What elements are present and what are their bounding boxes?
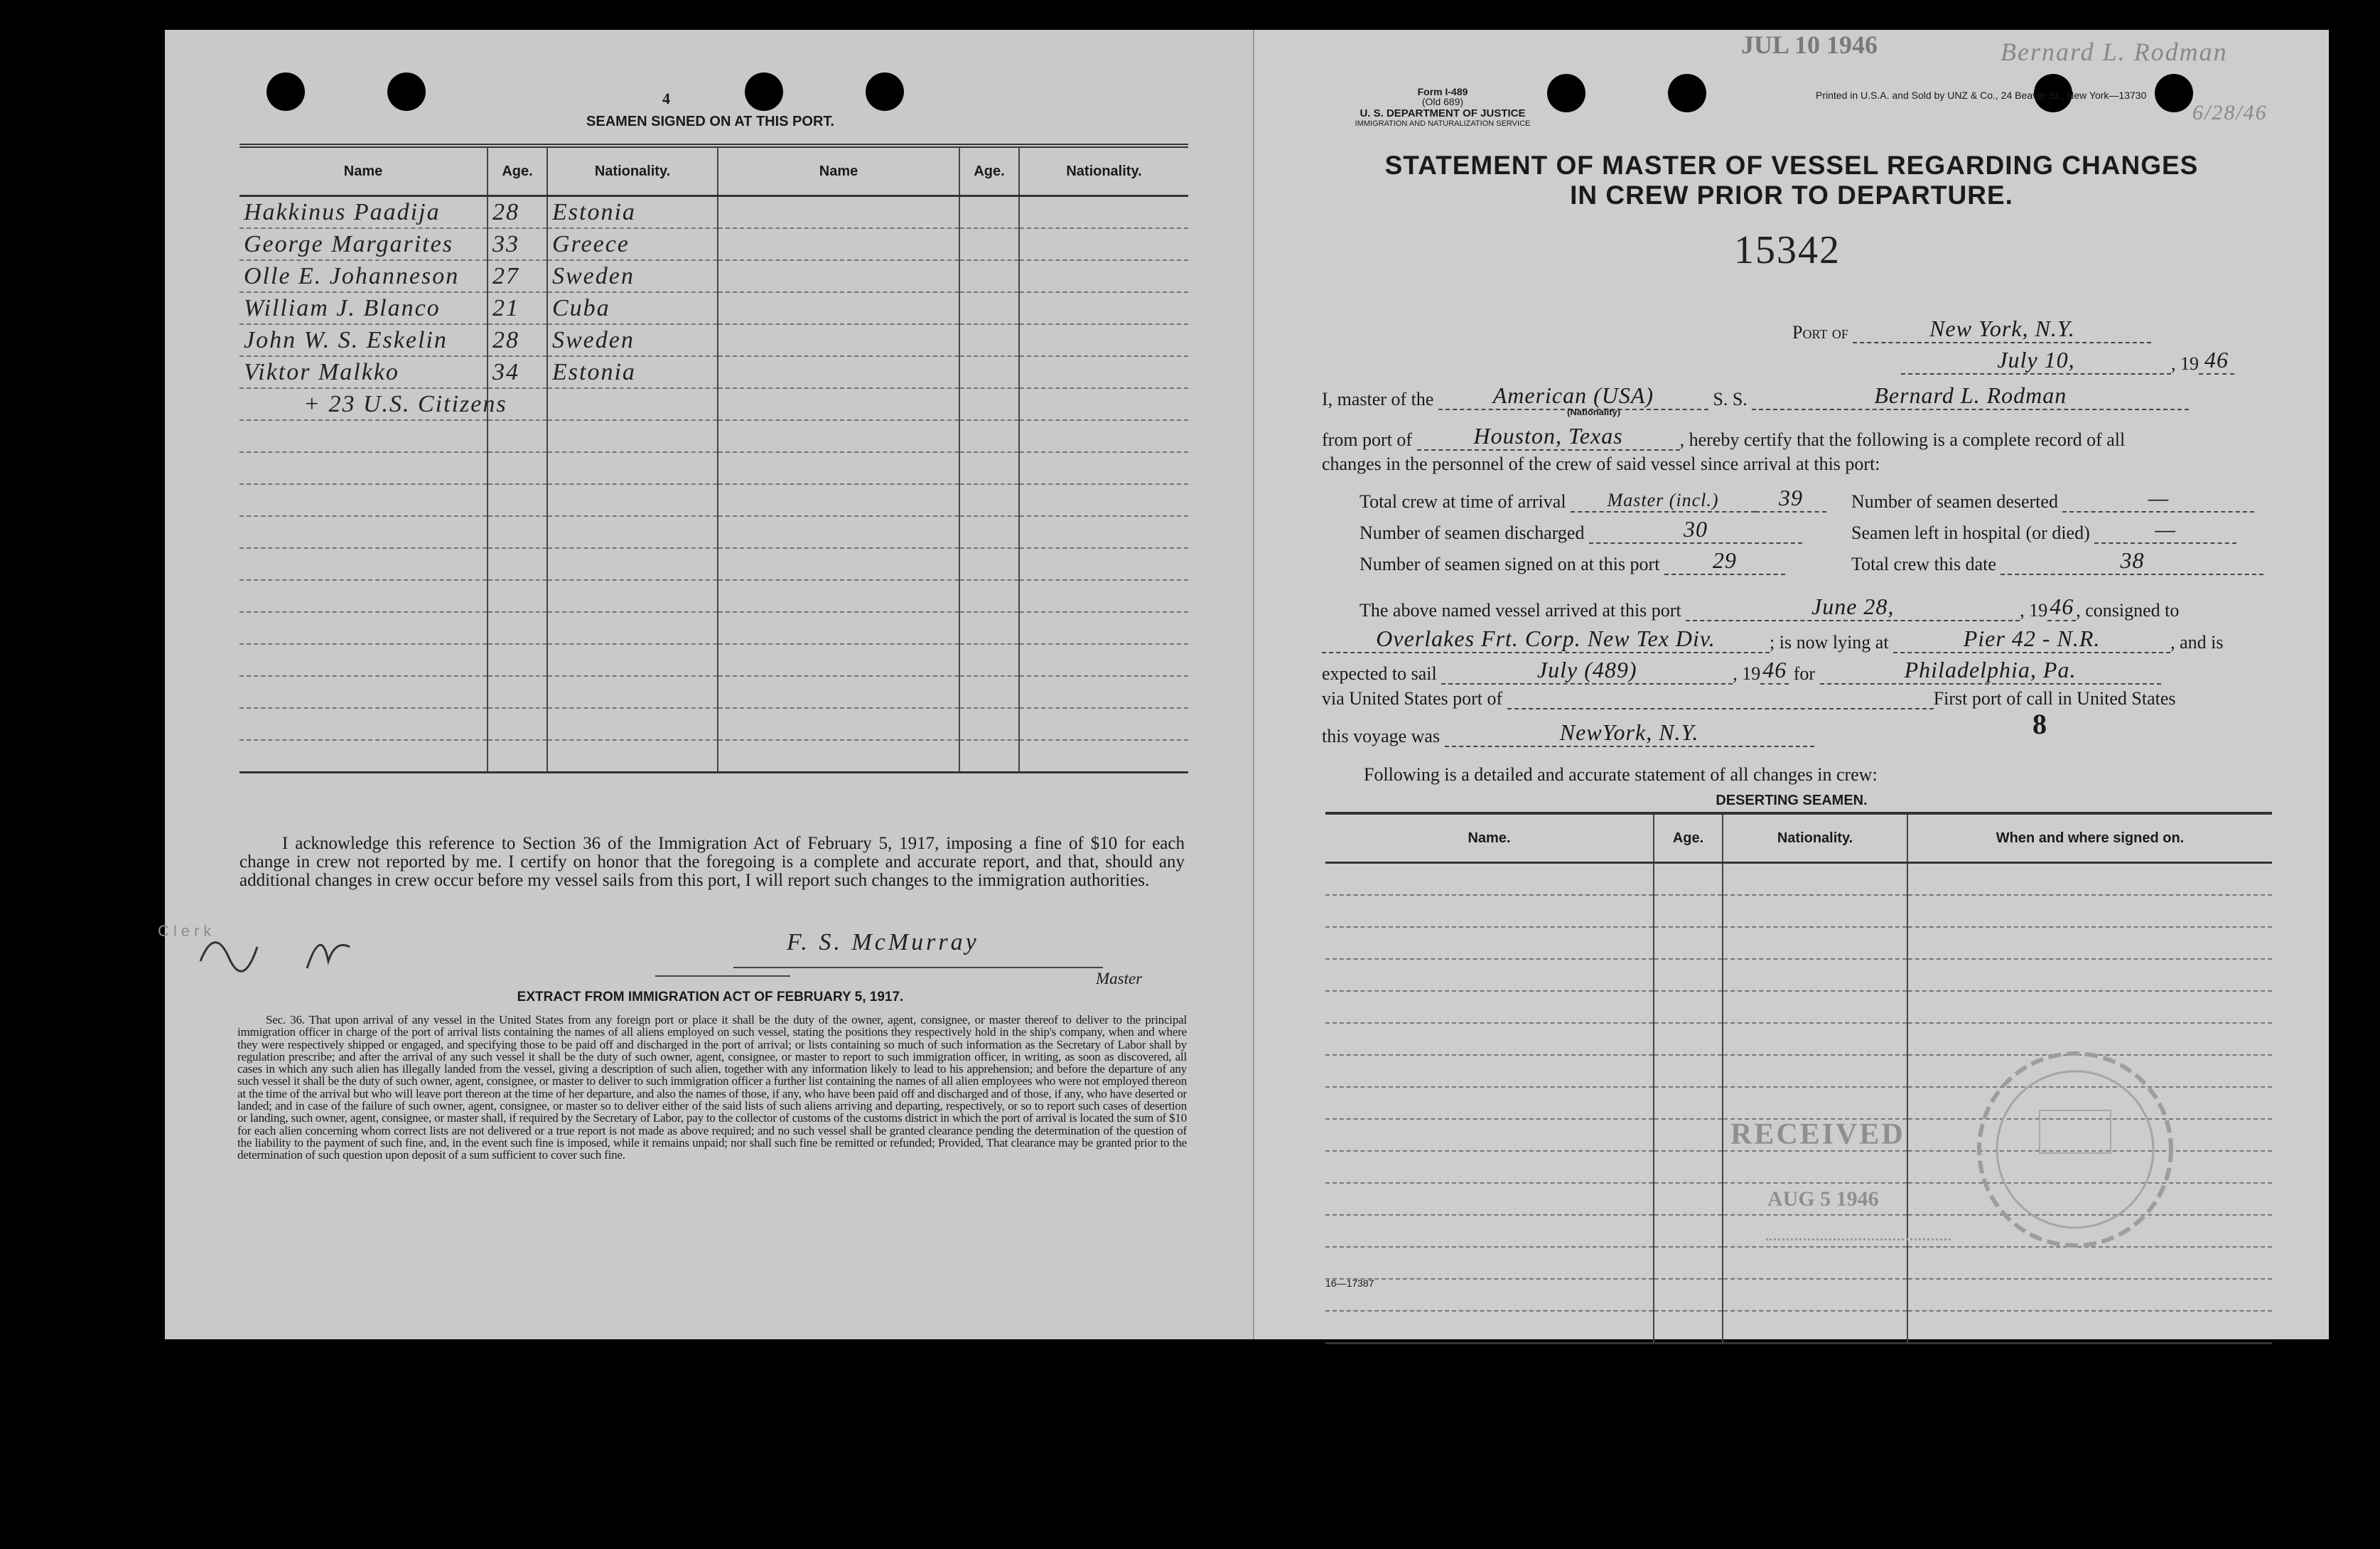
seaman-age: 27 <box>488 260 547 292</box>
punch-hole <box>745 73 783 111</box>
seaman-nationality: Sweden <box>547 260 718 292</box>
discharged-value: 30 <box>1589 516 1802 544</box>
service: IMMIGRATION AND NATURALIZATION SERVICE <box>1355 119 1531 128</box>
col-name-2: Name <box>718 146 959 196</box>
stat-row <box>1851 516 2236 544</box>
stat-row <box>1359 485 1826 513</box>
table-row <box>239 452 1188 484</box>
destination-value: Philadelphia, Pa. <box>1820 657 2161 685</box>
circular-seal-stamp <box>1972 1046 2178 1253</box>
sail-year-prefix: , 19 <box>1733 663 1761 684</box>
master-of-label: I, master of the <box>1322 389 1434 409</box>
lying-value: Pier 42 - N.R. <box>1893 626 2170 653</box>
discharged-label: Number of seamen discharged <box>1359 522 1585 543</box>
left-page <box>158 30 1253 1339</box>
seaman-nationality: Sweden <box>547 324 718 356</box>
lying-label: ; is now lying at <box>1770 632 1889 653</box>
acknowledgement-text: I acknowledge this reference to Section 36 of the Immigration Act of February 5, 1917, imposing a fine of $10 for each change in crew not reported by me. I certify on honor that the foregoing is a complete and accurate report, and that, should any additional changes in crew occur before my vessel sails from this port, I will report such changes to the immigration authorities. <box>239 834 1185 890</box>
seaman-name: John W. S. Eskelin <box>239 324 488 356</box>
first-call-label: First port of call in United States <box>1933 688 2176 709</box>
vessel-name: Bernard L. Rodman <box>1752 382 2189 410</box>
table-row <box>239 484 1188 516</box>
expected-label: expected to sail <box>1322 663 1437 684</box>
total-this-date-value: 38 <box>2001 547 2263 575</box>
seaman-nationality: Cuba <box>547 292 718 324</box>
seaman-age: 28 <box>488 196 547 229</box>
seaman-name: George Margarites <box>239 228 488 260</box>
table-row <box>1325 863 2272 896</box>
total-this-date-label: Total crew this date <box>1851 554 1996 574</box>
col-age: Age. <box>1654 813 1723 863</box>
total-arrival-value: 39 <box>1755 485 1826 513</box>
form-title-line2: IN CREW PRIOR TO DEPARTURE. <box>1570 181 2013 210</box>
printer-line: Printed in U.S.A. and Sold by UNZ & Co., 24 Beaver St., New York—13730 <box>1816 90 2147 101</box>
date-line <box>1901 347 2234 375</box>
seaman-name: + 23 U.S. Citizens <box>239 388 488 420</box>
footer-code: 16—17387 <box>1325 1277 1374 1289</box>
col-nationality-2: Nationality. <box>1019 146 1188 196</box>
table-row <box>1325 959 2272 991</box>
seaman-name: Hakkinus Paadija <box>239 196 488 229</box>
seaman-nationality <box>547 388 718 420</box>
col-nationality: Nationality. <box>1723 813 1907 863</box>
table-row <box>239 420 1188 452</box>
col-age: Age. <box>488 146 547 196</box>
expected-value: July (489) <box>1441 657 1733 685</box>
table-row <box>239 580 1188 612</box>
seaman-age: 33 <box>488 228 547 260</box>
date-note: 6/28/46 <box>2192 101 2268 124</box>
table-row <box>239 644 1188 676</box>
from-port-line <box>1322 423 2125 451</box>
consigned-label: , consigned to <box>2076 600 2180 621</box>
for-label: for <box>1793 663 1816 684</box>
table-row <box>239 260 1188 292</box>
via-line <box>1322 688 2176 709</box>
voyage-value: NewYork, N.Y. <box>1445 719 1814 747</box>
department: U. S. DEPARTMENT OF JUSTICE <box>1359 107 1526 119</box>
extract-title: EXTRACT FROM IMMIGRATION ACT OF FEBRUARY 5, 1917. <box>517 990 904 1004</box>
table-row <box>239 548 1188 580</box>
table-row <box>239 708 1188 740</box>
seaman-age: 21 <box>488 292 547 324</box>
date-value: July 10, <box>1901 347 2171 375</box>
form-title-line1: STATEMENT OF MASTER OF VESSEL REGARDING CHANGES <box>1384 151 2199 180</box>
punch-hole <box>866 73 904 111</box>
seamen-signed-table <box>239 144 1188 773</box>
punch-hole <box>387 73 426 111</box>
table-row <box>1325 927 2272 959</box>
table-row <box>1325 1279 2272 1311</box>
consignee-line <box>1322 626 2223 653</box>
punch-hole <box>266 73 305 111</box>
signature-line <box>733 967 1103 968</box>
from-port-value: Houston, Texas <box>1417 423 1680 451</box>
table-row <box>239 516 1188 548</box>
signed-on-value: 29 <box>1664 547 1785 575</box>
sail-line <box>1322 657 2161 685</box>
port-value: New York, N.Y. <box>1853 316 2151 343</box>
top-signature: Bernard L. Rodman <box>2001 38 2228 66</box>
col-age-2: Age. <box>959 146 1019 196</box>
total-arrival-label: Total crew at time of arrival <box>1359 491 1566 512</box>
page-mark: 8 <box>2032 708 2047 740</box>
voyage-label: this voyage was <box>1322 726 1441 746</box>
form-number: Form I-489 <box>1417 86 1468 97</box>
table-row <box>1325 1311 2272 1344</box>
col-nationality: Nationality. <box>547 146 718 196</box>
page-number: 4 <box>662 90 670 107</box>
col-name: Name <box>239 146 488 196</box>
seaman-name: Viktor Malkko <box>239 356 488 388</box>
table-row <box>239 388 1188 420</box>
right-page <box>1253 30 2329 1339</box>
punch-hole <box>1547 74 1585 112</box>
signed-on-label: Number of seamen signed on at this port <box>1359 554 1660 574</box>
hospital-label: Seamen left in hospital (or died) <box>1851 522 2090 543</box>
via-label: via United States port of <box>1322 688 1503 709</box>
master-label: Master <box>1096 970 1143 987</box>
seaman-age: 34 <box>488 356 547 388</box>
arrived-label: The above named vessel arrived at this port <box>1359 600 1681 621</box>
changes-text: changes in the personnel of the crew of said vessel since arrival at this port: <box>1322 454 1880 474</box>
table-row <box>1325 991 2272 1023</box>
arrived-year-prefix: , 19 <box>2020 600 2048 621</box>
year-prefix: , 19 <box>2171 353 2199 374</box>
deserted-value: — <box>2062 485 2254 513</box>
stat-row <box>1851 547 2263 575</box>
port-line <box>1792 316 2151 343</box>
stat-row <box>1359 547 1785 575</box>
ss-label: S. S. <box>1713 389 1748 409</box>
received-stamp: RECEIVED <box>1730 1118 1905 1151</box>
form-header <box>1361 87 1524 107</box>
nationality-caption: (Nationality) <box>1567 407 1621 417</box>
seaman-nationality: Greece <box>547 228 718 260</box>
arrived-value: June 28, <box>1686 594 2020 621</box>
voyage-line <box>1322 719 1814 747</box>
form-old: (Old 689) <box>1421 96 1464 107</box>
col-name: Name. <box>1325 813 1654 863</box>
deserting-heading: DESERTING SEAMEN. <box>1716 793 1868 808</box>
via-value <box>1507 708 1934 709</box>
punch-hole <box>1668 74 1706 112</box>
certify-text: , hereby certify that the following is a complete record of all <box>1679 429 2126 450</box>
stat-row <box>1851 485 2254 513</box>
nationality-value: American (USA) <box>1438 382 1708 410</box>
seaman-name: Olle E. Johanneson <box>239 260 488 292</box>
total-arrival-prefix: Master (incl.) <box>1571 490 1755 513</box>
seaman-age: 28 <box>488 324 547 356</box>
date-stamp: JUL 10 1946 <box>1741 31 1878 59</box>
port-label: Port of <box>1792 322 1848 343</box>
year-value: 46 <box>2199 347 2234 375</box>
arrived-line <box>1359 594 2179 621</box>
table-row <box>239 196 1188 229</box>
file-number: 15342 <box>1734 228 1841 272</box>
arrived-year: 46 <box>2047 594 2076 621</box>
table-row <box>239 356 1188 388</box>
following-text: Following is a detailed and accurate statement of all changes in crew: <box>1364 764 1878 785</box>
from-port-label: from port of <box>1322 429 1413 450</box>
divider <box>655 975 790 977</box>
section-heading: SEAMEN SIGNED ON AT THIS PORT. <box>586 114 834 129</box>
stamp-line <box>1766 1238 1951 1240</box>
hospital-value: — <box>2094 516 2236 544</box>
clerk-signature-scribble <box>179 918 364 982</box>
table-row <box>239 676 1188 708</box>
received-date: AUG 5 1946 <box>1767 1187 1879 1211</box>
col-signed-on: When and where signed on. <box>1907 813 2272 863</box>
seaman-name: William J. Blanco <box>239 292 488 324</box>
table-row <box>239 228 1188 260</box>
seaman-nationality: Estonia <box>547 356 718 388</box>
table-row <box>239 612 1188 644</box>
consignee-value: Overlakes Frt. Corp. New Tex Div. <box>1322 626 1770 653</box>
clerk-label: Clerk <box>158 922 216 940</box>
seaman-nationality: Estonia <box>547 196 718 229</box>
and-is-label: , and is <box>2170 632 2224 653</box>
master-line <box>1322 382 2189 410</box>
table-row <box>239 740 1188 773</box>
table-row <box>1325 895 2272 927</box>
deserted-label: Number of seamen deserted <box>1851 491 2058 512</box>
master-signature: F. S. McMurray <box>787 929 979 955</box>
sail-year: 46 <box>1760 657 1789 685</box>
extract-text: Sec. 36. That upon arrival of any vessel in the United States from any foreign port or place it shall be the duty of the owner, agent, consignee, or master thereof to deliver to the principal immigration officer in charge of the port of arrival lists containing the names of all aliens employed on such vessel, stating the positions they respectively hold in the ship's company, when and where they were respectively shipped or engaged, and specifying those to be paid off and discharged in the port of arrival; or lists containing so much of such information as the Secretary of Labor shall by regulation prescribe; and after the arrival of any such vessel it shall be the duty of such owner, agent, consignee, or master to report to such immigration officer, in writing, as soon as discovered, all cases in which any such alien has illegally landed from the vessel, giving a description of such alien, together with any information likely to lead to his apprehension; and before the departure of any such vessel it shall be the duty of such owner, agent, consignee, or master to deliver to such immigration officer a further list containing the names of all alien employees who were not employed thereon at the time of the arrival but who will leave port thereon at the time of her departure, and also the names of those, if any, who have been paid off and discharged and of those, if any, who have deserted or landed; and in case of the failure of such owner, agent, consignee, or master so to deliver either of the said lists of such aliens arriving and departing, respectively, or so to report such cases of desertion or landing, such owner, agent, consignee, or master shall, if required by the Secretary of Labor, pay to the collector of customs of the customs district in which the port of arrival is located the sum of $10 for each alien concerning whom correct lists are not delivered or a true report is not made as above required; and no such vessel shall be granted clearance pending the determination of the question of the liability to the payment of such fine, and, in the event such fine is imposed, while it remains unpaid; nor shall such fine be remitted or refunded; Provided, That clearance may be granted prior to the determination of such question upon deposit of a sum sufficient to cover such fine. <box>237 1013 1187 1162</box>
stat-row <box>1359 516 1802 544</box>
table-row <box>239 292 1188 324</box>
table-row <box>239 324 1188 356</box>
